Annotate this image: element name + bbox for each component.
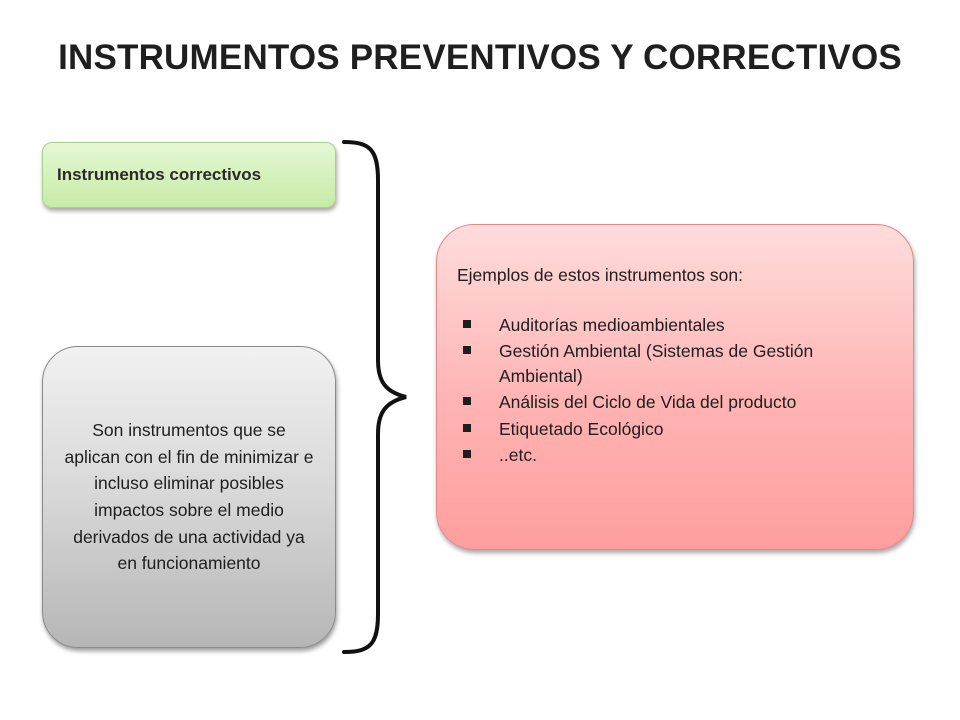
list-item-text: Gestión Ambiental (Sistemas de Gestión Ambiental) <box>499 341 814 386</box>
square-bullet-icon <box>463 450 471 458</box>
examples-intro: Ejemplos de estos instrumentos son: <box>457 265 743 285</box>
list-item <box>457 443 893 468</box>
label-box-text: Instrumentos correctivos <box>57 165 262 184</box>
description-text: Son instrumentos que se aplican con el fin de minimizar e incluso eliminar posibles impactos sobre el medio derivados de una actividad ya en funcionamiento <box>64 420 314 574</box>
square-bullet-icon <box>463 346 471 354</box>
list-item <box>457 390 893 415</box>
list-item <box>457 417 893 442</box>
square-bullet-icon <box>463 397 471 405</box>
examples-box <box>436 224 914 550</box>
label-box-correctivos <box>42 142 336 208</box>
list-item-text: Auditorías medioambientales <box>499 314 725 335</box>
list-item <box>457 313 893 338</box>
list-item-text: ..etc. <box>499 445 537 465</box>
curly-brace-icon <box>340 130 420 660</box>
description-box <box>42 346 336 648</box>
list-item-text: Etiquetado Ecológico <box>499 418 664 439</box>
list-item-text: Análisis del Ciclo de Vida del producto <box>499 392 797 412</box>
list-item <box>457 339 893 388</box>
slide-title: INSTRUMENTOS PREVENTIVOS Y CORRECTIVOS <box>58 38 902 77</box>
examples-list <box>457 313 893 468</box>
square-bullet-icon <box>463 320 471 328</box>
square-bullet-icon <box>463 424 471 432</box>
